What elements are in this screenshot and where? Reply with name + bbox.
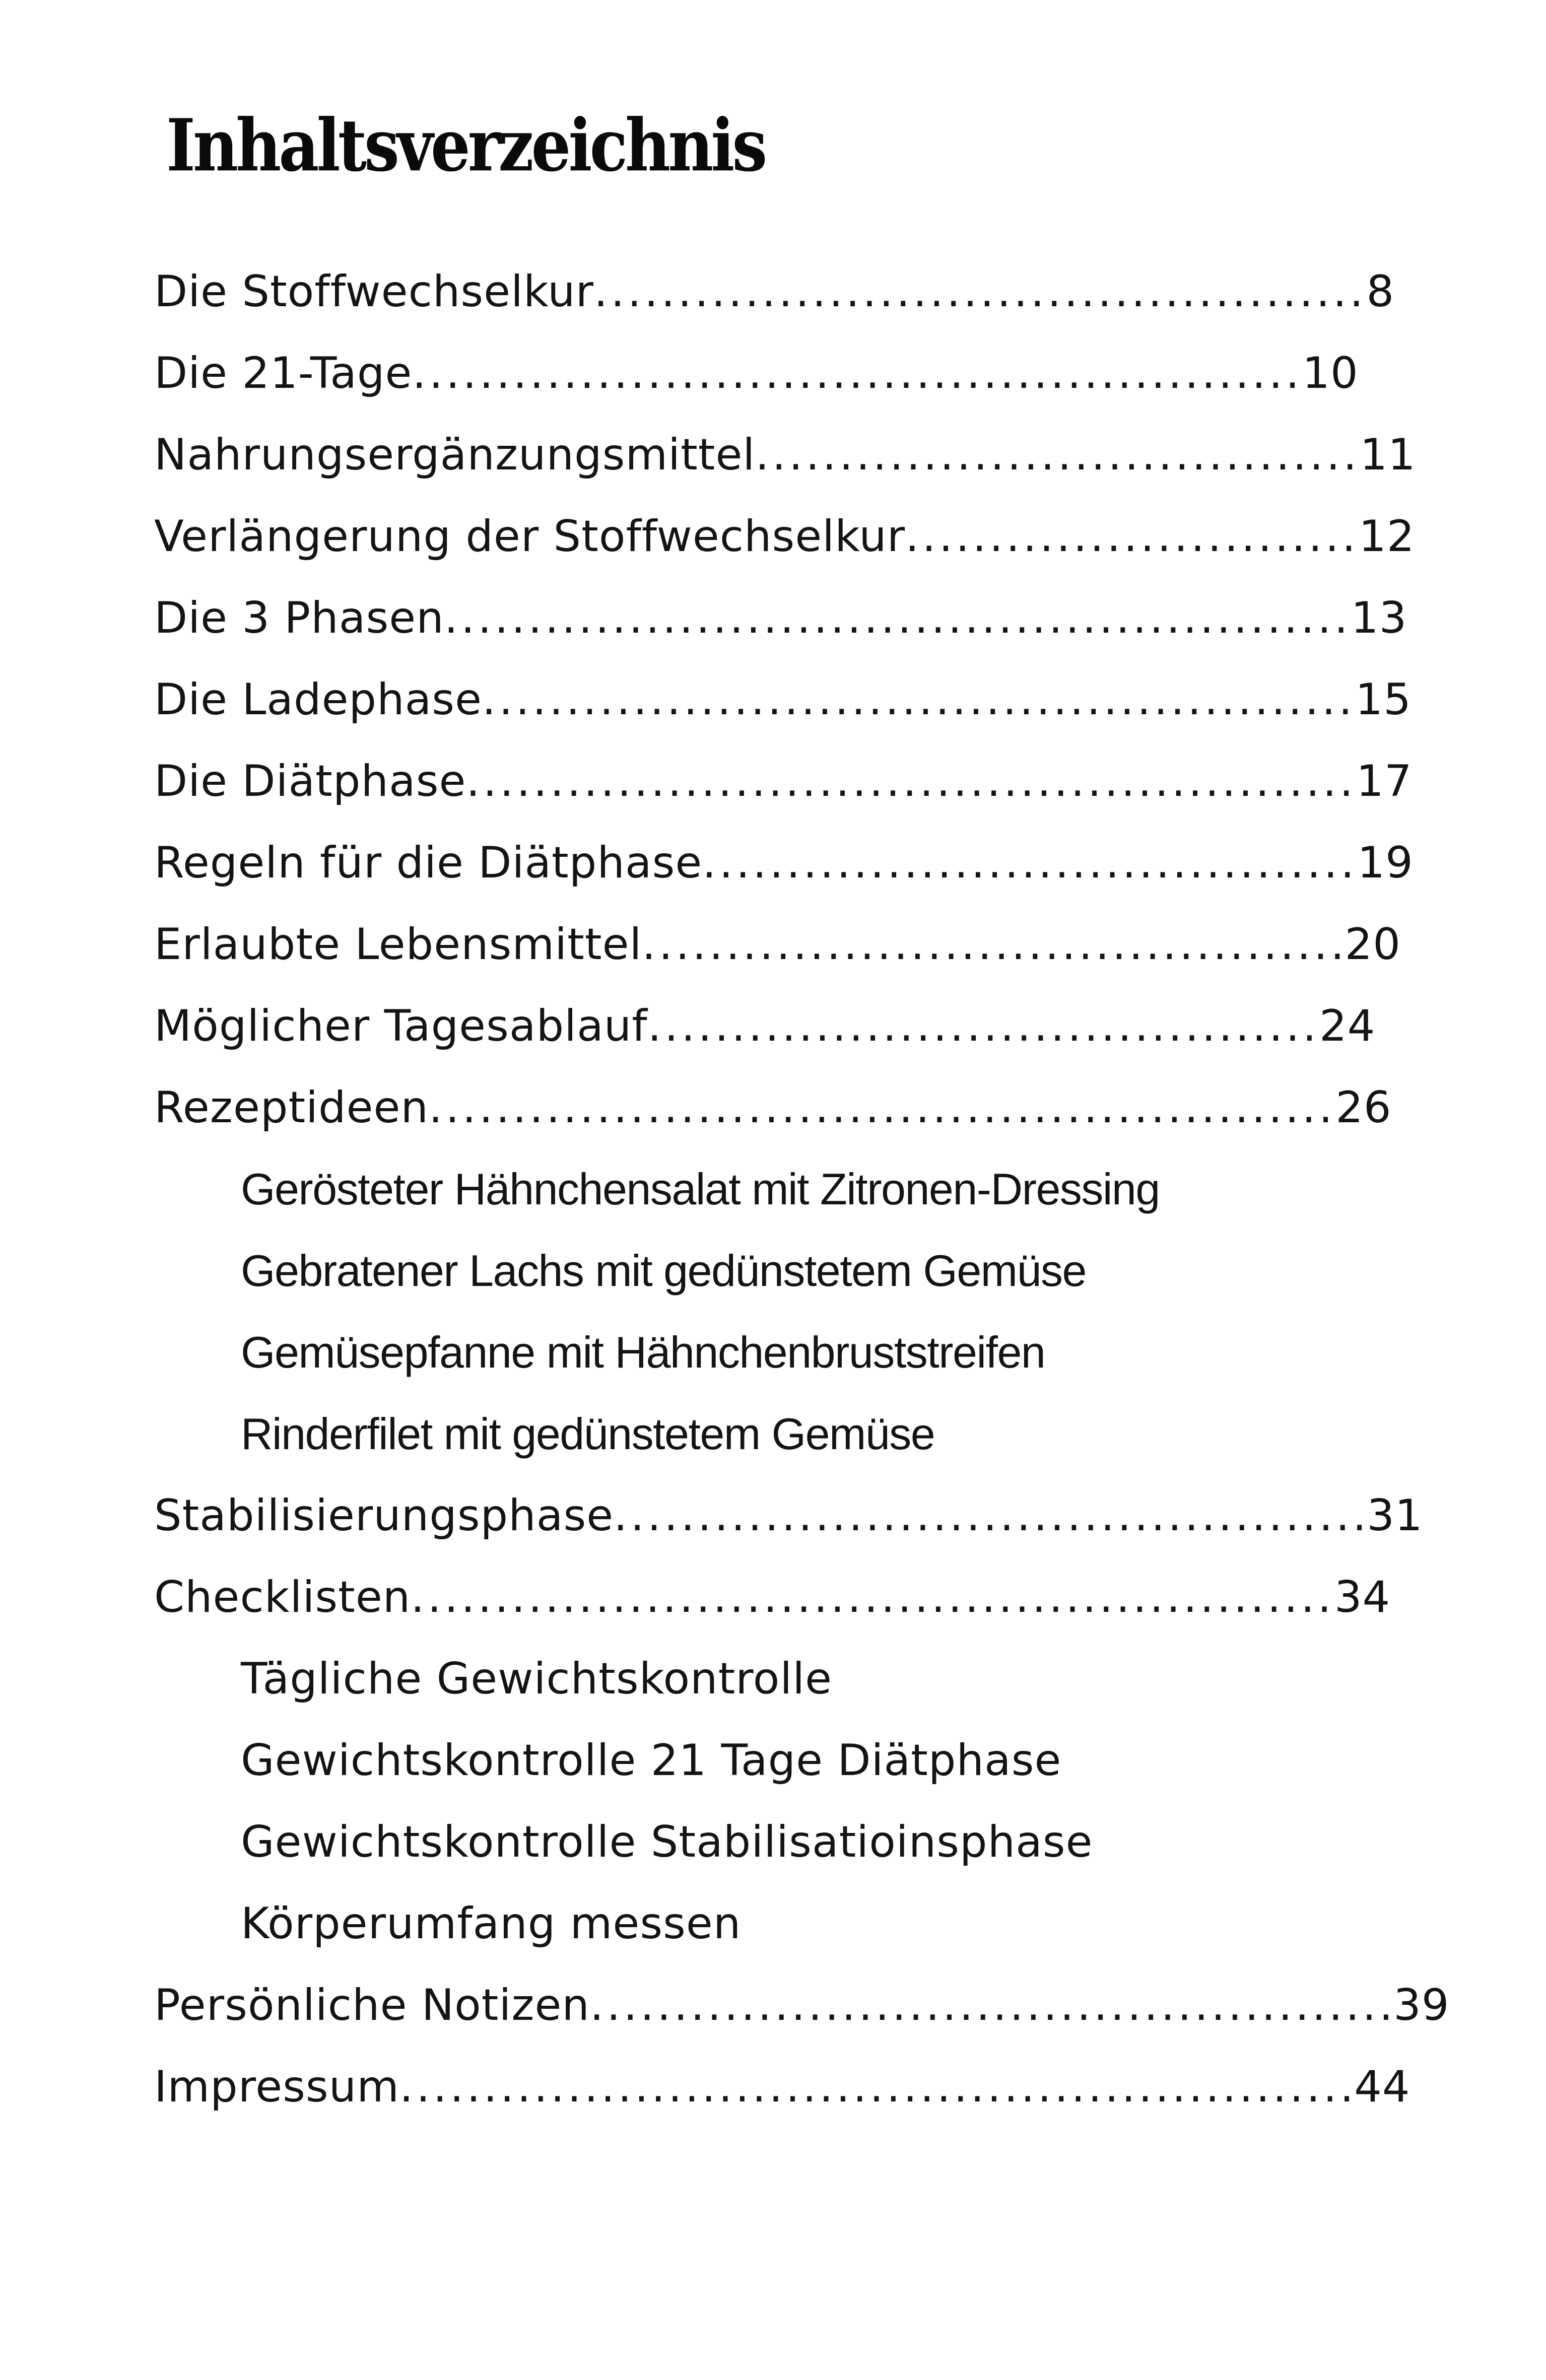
toc-row[interactable] [154,414,1414,496]
toc-leader-dots: .............................................. [594,266,1367,317]
toc-entry-label: Stabilisierungsphase [154,1490,614,1541]
toc-row[interactable] [154,577,1414,659]
toc-row[interactable] [154,904,1414,985]
toc-page-number: 26 [1335,1082,1392,1133]
toc-row[interactable] [154,822,1414,904]
toc-row[interactable] [154,332,1414,414]
toc-entry-label: Persönliche Notizen [154,1980,590,2030]
toc-leader-dots: ............................................ [614,1490,1353,1541]
toc-page-number: .20 [1330,919,1401,970]
toc-page-number: 13 [1351,593,1407,643]
toc-row[interactable] [154,251,1414,332]
recipe-title: Gebratener Lachs mit gedünstetem Gemüse [241,1246,1086,1296]
toc-leader-dots: ........................................ [647,1001,1320,1051]
recipe-title: Gemüsepfanne mit Hähnchenbruststreifen [241,1327,1045,1377]
toc-subentry[interactable] [154,1883,1414,1964]
toc-page-number: 24 [1319,1001,1376,1051]
toc-entry-label: Verlängerung der Stoffwechselkur [154,511,906,562]
toc-leader-dots: ....................................... [702,838,1358,888]
toc-page-number: 12 [1359,511,1415,562]
toc-leader-dots: ...................................................... [428,1082,1336,1133]
toc-page-number: .39 [1379,1980,1450,2030]
toc-entry-label: Die Ladephase [154,674,482,725]
toc-page-number: 34 [1334,1572,1391,1622]
toc-entry-label: Die Diätphase [154,756,466,806]
toc-subentry[interactable] [154,1230,1414,1312]
page-title: Inhaltsverzeichnis [166,104,765,188]
toc-entry-label: Erlaubte Lebensmittel [154,919,642,970]
toc-leader-dots: ........................................................ [399,2062,1340,2112]
toc-leader-dots: ...................................................... [444,593,1351,643]
toc-subentry[interactable] [154,1393,1414,1475]
toc-row[interactable] [154,659,1414,740]
toc-page-number: 17 [1356,756,1413,806]
toc-leader-dots: .................................................... [482,674,1356,725]
toc-entry-label: Regeln für die Diätphase [154,838,703,888]
toc-row[interactable] [154,2046,1414,2128]
toc-leader-dots: ......................................... [642,919,1331,970]
toc-entry-label: Die 21-Tage [154,348,413,398]
toc-page-number: 10 [1302,348,1359,398]
toc-leader-dots: ....................................................... [411,1572,1334,1622]
toc-row[interactable] [154,1475,1423,1556]
toc-entry-label: Impressum [154,2062,399,2112]
checklist-title: Gewichtskontrolle 21 Tage Diätphase [241,1735,1062,1786]
toc-row[interactable] [154,1067,1414,1148]
toc-row[interactable] [154,740,1414,822]
toc-row[interactable] [154,1556,1414,1638]
toc-subentry[interactable] [154,1148,1414,1230]
toc-entry-label: Die Stoffwechselkur [154,266,594,317]
toc-page-number: 8 [1366,266,1395,317]
toc-subentry[interactable] [154,1801,1414,1883]
toc-leader-dots: ............................................... [589,1980,1379,2030]
toc-page-number: .44 [1339,2062,1410,2112]
checklist-title: Gewichtskontrolle Stabilisatioinsphase [241,1817,1093,1867]
toc-entry-label: Checklisten [154,1572,411,1622]
toc-row[interactable] [154,1964,1450,2046]
toc-entry-label: Möglicher Tagesablauf [154,1001,648,1051]
toc-subentry[interactable] [154,1638,1414,1720]
toc-subentry[interactable] [154,1720,1414,1801]
toc-page-number: .31 [1353,1490,1423,1541]
toc-entry-label: Die 3 Phasen [154,593,444,643]
toc-page-number: 15 [1355,674,1411,725]
toc-row[interactable] [154,496,1414,577]
toc-page-number: 11 [1360,430,1416,480]
toc-page-number: 19 [1357,838,1414,888]
toc-entry-label: Nahrungsergänzungsmittel [154,430,756,480]
toc-leader-dots: .................................... [755,430,1360,480]
checklist-title: Tägliche Gewichtskontrolle [241,1654,833,1704]
toc-leader-dots: ..................................................... [412,348,1303,398]
table-of-contents [154,251,1450,2128]
toc-subentry[interactable] [154,1312,1414,1393]
toc-row[interactable] [154,985,1414,1067]
recipe-title: Rinderfilet mit gedünstetem Gemüse [241,1409,935,1459]
checklist-title: Körperumfang messen [241,1898,742,1949]
toc-leader-dots: ........................... [905,511,1359,562]
toc-entry-label: Rezeptideen [154,1082,429,1133]
toc-leader-dots: ..................................................... [466,756,1357,806]
recipe-title: Gerösteter Hähnchensalat mit Zitronen-Dressing [241,1164,1160,1214]
